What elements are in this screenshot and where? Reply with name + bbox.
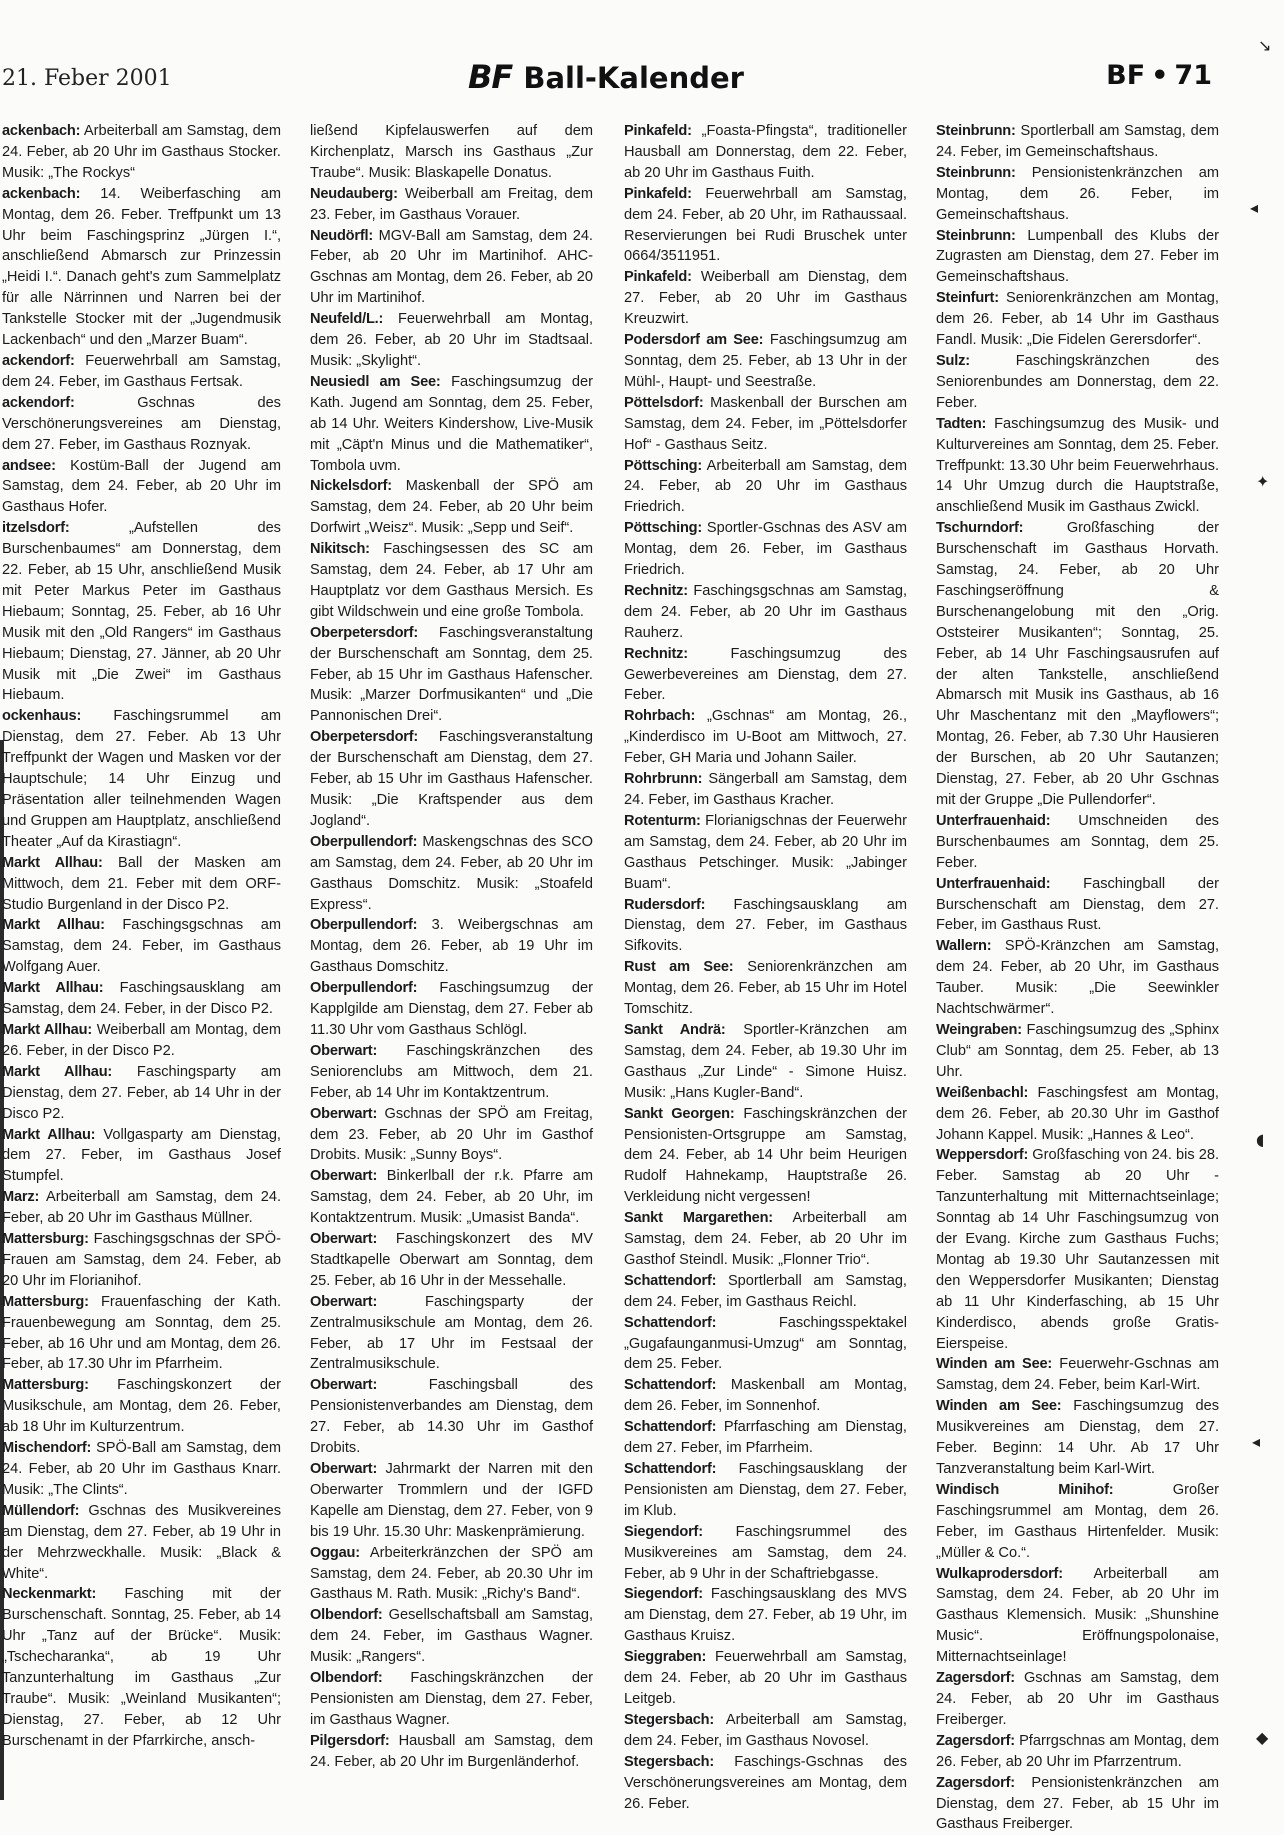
margin-mark: ◂ xyxy=(1250,198,1259,217)
event-description: Faschingsumzug des Musik- und Kulturvereines am Sonntag, dem 25. Feber. Treffpunkt: 13.30 Uhr beim Feuerwehrhaus. 14 Uhr Umzug durch die Hauptstraße, anschließend Musik im Gasthaus Zwickl. xyxy=(936,415,1219,516)
event-location: Stegersbach: xyxy=(624,1753,715,1770)
event-entry xyxy=(936,121,1219,163)
event-location: Oberpullendorf: xyxy=(310,980,418,997)
event-description: Gschnas der SPÖ am Freitag, dem 23. Feber, ab 20 Uhr im Gasthof Drobits. Musik: „Sunny Boys“. xyxy=(310,1105,593,1164)
event-location: Nickelsdorf: xyxy=(310,478,392,495)
event-entry xyxy=(2,351,281,393)
event-location: Sulz: xyxy=(936,352,970,369)
event-description: Gschnas am Samstag, dem 24. Feber, ab 20 Uhr im Gasthaus Freiberger. xyxy=(936,1670,1219,1728)
event-location: Mattersburg: xyxy=(2,1231,89,1248)
page-dot: • xyxy=(1151,60,1169,91)
event-entry xyxy=(936,226,1219,289)
event-entry xyxy=(310,1668,593,1731)
margin-mark: ◖ xyxy=(1256,1130,1265,1149)
event-description: Großfasching der Burschenschaft im Gasthaus Horvath. Samstag, 24. Feber, ab 20 Uhr Faschingseröffnung & Burschenangelobung mit den „Orig. Oststeirer Musikanten“; Sonntag, 25. Feber, ab 14 Uhr Faschingsausrufen auf der alten Tankstelle, anschließend Abmarsch mit Musik ins Gasthaus, ab 16 Uhr Maschentanz mit den „Mayflowers“; Montag, 26. Feber, ab 7.30 Uhr Hausieren der Burschen, ab 20 Uhr Sautanzen; Dienstag, 27. Feber, ab 20 Uhr Gschnas mit der Gruppe „Die Pullendorfer“. xyxy=(936,520,1219,808)
margin-mark: ◆ xyxy=(1256,1728,1269,1747)
event-location: Oberwart: xyxy=(310,1377,378,1394)
event-entry xyxy=(936,811,1219,874)
event-location: Siegendorf: xyxy=(624,1523,703,1540)
event-entry xyxy=(936,1480,1219,1564)
event-description: Feuerwehrball am Montag, dem 26. Feber, ab 20 Uhr im Stadtsaal. Musik: „Skylight“. xyxy=(310,311,593,369)
event-description: Pensionistenkränzchen am Dienstag, dem 27. Feber, ab 15 Uhr im Gasthaus Freiberger. xyxy=(936,1774,1219,1833)
event-description: Faschingsumzug des Gewerbevereines am Dienstag, dem 27. Feber. xyxy=(624,645,907,704)
event-description: Sportler-Gschnas des ASV am Montag, dem 26. Feber, im Gasthaus Friedrich. xyxy=(624,520,907,579)
event-location: ockenhaus: xyxy=(2,708,82,725)
margin-mark: ◂ xyxy=(1252,1432,1261,1451)
event-location: Rohrbrunn: xyxy=(624,771,703,788)
event-location: Oberwart: xyxy=(310,1042,378,1059)
event-description: Florianigschnas der Feuerwehr am Samstag, dem 24. Feber, ab 20 Uhr im Gasthaus Petschinger. Musik: „Jabinger Buam“. xyxy=(624,812,907,892)
event-location: Markt Allhau: xyxy=(2,854,103,871)
event-entry xyxy=(936,288,1219,351)
event-location: Nikitsch: xyxy=(310,541,370,558)
event-location: Oggau: xyxy=(310,1544,360,1561)
event-entry xyxy=(936,1396,1219,1480)
event-location: Olbendorf: xyxy=(310,1607,383,1624)
event-location: Tschurndorf: xyxy=(936,520,1024,537)
event-location: Pöttsching: xyxy=(624,457,703,474)
event-entry xyxy=(2,1292,281,1376)
event-location: andsee: xyxy=(2,457,56,474)
event-entry xyxy=(624,1417,907,1459)
event-entry xyxy=(936,936,1219,1020)
event-entry xyxy=(2,1125,281,1188)
event-entry xyxy=(2,1584,281,1751)
event-location: Siegendorf: xyxy=(624,1586,703,1603)
event-description: 14. Weiberfasching am Montag, dem 26. Feber. Treffpunkt um 13 Uhr beim Faschingsprinz „Jürgen I.“, anschließend Abmarsch zur Prinzessin „Heidi I.“. Danach geht's zum Sammelplatz für alle Närrinnen und Narren bei der Tankstelle Stocker mit der „Jugendmusik Lackenbach“ und den „Marzer Buam“. xyxy=(2,185,281,349)
section-title xyxy=(468,58,744,96)
event-entry xyxy=(2,978,281,1020)
page-logo: BF xyxy=(1106,60,1146,91)
event-entry xyxy=(936,1564,1219,1669)
event-entry xyxy=(2,1020,281,1062)
event-location: Winden am See: xyxy=(936,1398,1062,1415)
event-entry xyxy=(624,581,907,644)
event-entry xyxy=(310,1166,593,1229)
event-location: Sankt Georgen: xyxy=(624,1105,735,1122)
event-location: Neudörfl: xyxy=(310,227,374,244)
event-entry xyxy=(936,1145,1219,1354)
event-description: Faschingskränzchen der Pensionisten-Ortsgruppe am Samstag, dem 24. Feber, ab 14 Uhr beim Heurigen Rudolf Hahnekamp, Hauptstraße 26. Verkleidung nicht vergessen! xyxy=(624,1105,907,1206)
event-description: 3. Weibergschnas am Montag, dem 26. Feber, ab 19 Uhr im Gasthaus Domschitz. xyxy=(310,917,593,976)
event-description: Sportlerball am Samstag, dem 24. Feber, im Gasthaus Reichl. xyxy=(624,1272,907,1310)
event-location: Rotenturm: xyxy=(624,812,701,829)
event-entry xyxy=(936,163,1219,226)
event-entry xyxy=(624,1752,907,1815)
event-location: itzelsdorf: xyxy=(2,520,70,537)
event-entry xyxy=(2,184,281,351)
event-location: Unterfrauenhaid: xyxy=(936,875,1051,892)
event-entry xyxy=(2,915,281,978)
event-entry xyxy=(624,769,907,811)
event-entry xyxy=(2,1501,281,1585)
event-entry xyxy=(936,518,1219,811)
event-location: Pilgersdorf: xyxy=(310,1732,390,1749)
event-description: Frauenfasching der Kath. Frauenbewegung am Sonntag, dem 25. Feber, ab 16 Uhr und am Montag, dem 26. Feber, ab 17.30 Uhr im Pfarrheim. xyxy=(2,1293,282,1373)
event-location: Pöttelsdorf: xyxy=(624,394,704,411)
event-entry xyxy=(310,1375,593,1459)
event-description: Faschingsausklang des MVS am Dienstag, dem 27. Feber, ab 19 Uhr, im Gasthaus Kruisz. xyxy=(624,1586,907,1645)
event-entry xyxy=(624,121,907,184)
event-entry xyxy=(2,393,281,456)
column-4 xyxy=(936,121,1219,1835)
event-entry xyxy=(624,1208,907,1271)
event-entry xyxy=(2,456,281,519)
event-description: Feuerwehrball am Samstag, dem 24. Feber, ab 20 Uhr im Gasthaus Leitgeb. xyxy=(624,1649,907,1707)
event-description: Faschingsveranstaltung der Burschenschaft am Dienstag, dem 27. Feber, ab 15 Uhr im Gasthaus Hafenscher. Musik: „Die Kraftspender aus dem Jogland“. xyxy=(310,729,593,829)
event-description: Faschingsausklang am Samstag, dem 24. Feber, in der Disco P2. xyxy=(2,980,281,1018)
event-description: Faschingskränzchen des Seniorenbundes am Donnerstag, dem 22. Feber. xyxy=(936,352,1219,411)
event-entry xyxy=(624,957,907,1020)
event-location: Olbendorf: xyxy=(310,1670,383,1687)
event-description: Faschingsgschnas am Samstag, dem 24. Feber, im Gasthaus Wolfgang Auer. xyxy=(2,917,282,976)
event-entry xyxy=(310,1229,593,1292)
event-entry xyxy=(624,1647,907,1710)
event-description: Faschingsessen des SC am Samstag, dem 24. Feber, ab 17 Uhr am Hauptplatz vor dem Gasthaus Mersich. Es gibt Wildschwein und eine große Tombola. xyxy=(310,541,593,620)
event-entry xyxy=(624,1522,907,1585)
event-description: Faschingsball des Pensionistenverbandes am Dienstag, dem 27. Feber, ab 14.30 Uhr im Gasthof Drobits. xyxy=(310,1377,593,1457)
event-description: Lumpenball des Klubs der Zugrasten am Dienstag, dem 27. Feber im Gemeinschaftshaus. xyxy=(936,227,1219,286)
event-entry xyxy=(624,1104,907,1209)
event-entry xyxy=(624,1375,907,1417)
event-entry xyxy=(936,351,1219,414)
event-description: Großfasching von 24. bis 28. Feber. Samstag ab 20 Uhr - Tanzunterhaltung mit Mitternachtseinlage; Sonntag ab 14 Uhr Faschingsumzug von der Evang. Kirche zum Gasthaus Fuchs; Montag ab 19.30 Uhr Sautanzessen mit den Weppersdorfer Musikanten; Dienstag ab 11 Uhr Kinderfasching, ab 15 Uhr Kinderdisco, abends große Gratis-Eierspeise. xyxy=(936,1147,1219,1352)
event-location: Weppersdorf: xyxy=(936,1147,1029,1164)
event-entry xyxy=(936,414,1219,519)
margin-mark: ↘ xyxy=(1258,36,1272,55)
event-entry xyxy=(310,727,593,832)
event-location: Rohrbach: xyxy=(624,708,696,725)
event-description: Faschingsumzug der Kapplgilde am Dienstag, dem 27. Feber ab 11.30 Uhr vom Gasthaus Schlögl. xyxy=(310,980,593,1038)
event-location: Sankt Andrä: xyxy=(624,1021,726,1038)
event-description: SPÖ-Kränzchen am Samstag, dem 24. Feber, ab 20 Uhr, im Gasthaus Tauber. Musik: „Die Seewinkler Nachtschwärmer“. xyxy=(936,938,1219,1018)
event-description: Feuerwehr-Gschnas am Samstag, dem 24. Feber, beim Karl-Wirt. xyxy=(936,1356,1219,1394)
event-entry xyxy=(310,1605,593,1668)
event-entry xyxy=(624,518,907,581)
event-location: Oberwart: xyxy=(310,1461,378,1477)
event-entry xyxy=(624,393,907,456)
event-description: Weiberball am Freitag, dem 23. Feber, im Gasthaus Vorauer. xyxy=(310,185,593,223)
event-description: Weiberball am Dienstag, dem 27. Feber, ab 20 Uhr im Gasthaus Kreuzwirt. xyxy=(624,269,907,328)
event-description: Gschnas des Verschönerungsvereines am Dienstag, dem 27. Feber, im Gasthaus Roznyak. xyxy=(2,394,281,453)
event-location: Mattersburg: xyxy=(2,1293,89,1310)
event-entry xyxy=(936,1354,1219,1396)
event-location: Markt Allhau: xyxy=(2,980,104,997)
event-location: Pinkafeld: xyxy=(624,123,692,139)
event-location: Winden am See: xyxy=(936,1356,1053,1373)
event-location: Weißenbachl: xyxy=(936,1084,1029,1101)
event-entry xyxy=(310,309,593,372)
event-location: Oberpetersdorf: xyxy=(310,624,419,641)
event-description: Feuerwehrball am Samstag, dem 24. Feber, im Gasthaus Fertsak. xyxy=(2,352,281,390)
event-description: Faschingsumzug am Sonntag, dem 25. Feber, ab 13 Uhr in der Mühl-, Haupt- und Seestraße. xyxy=(624,332,907,390)
event-entry xyxy=(2,121,281,184)
event-description: „Foasta-Pfingsta“, traditioneller Hausball am Donnerstag, dem 22. Feber, ab 20 Uhr im Gasthaus Fuith. xyxy=(624,123,907,181)
event-location: Schattendorf: xyxy=(624,1314,717,1331)
event-description: Gesellschaftsball am Samstag, dem 24. Feber, im Gasthaus Wagner. Musik: „Rangers“. xyxy=(310,1607,593,1666)
event-description: Faschingsausklang am Dienstag, dem 27. Feber, im Gasthaus Sifkovits. xyxy=(624,896,907,955)
event-description: Faschingsumzug der Kath. Jugend am Sonntag, dem 25. Feber, ab 14 Uhr. Weiters Kindershow, Live-Musik mit „Cäpt'n Minus und die Mathematiker“, Tombola uvm. xyxy=(310,373,593,474)
event-location: Pöttsching: xyxy=(624,520,703,537)
event-description: Seniorenkränzchen am Montag, dem 26. Feber, ab 14 Uhr im Gasthaus Fandl. Musik: „Die Fidelen Gerersdorfer“. xyxy=(936,290,1219,349)
event-description: Maskengschnas des SCO am Samstag, dem 24. Feber, ab 20 Uhr im Gasthaus Domschitz. Musik: „Stoafeld Express“. xyxy=(310,833,593,913)
event-location: Steinfurt: xyxy=(936,290,999,307)
event-description: Arbeiterkränzchen der SPÖ am Samstag, dem 24. Feber, ab 20.30 Uhr im Gasthaus M. Rath. Musik: „Richy's Band“. xyxy=(310,1544,594,1603)
event-entry xyxy=(936,1731,1219,1773)
page-number-block xyxy=(1106,60,1212,91)
event-entry xyxy=(310,1543,593,1606)
event-entry xyxy=(310,1041,593,1104)
event-entry xyxy=(624,895,907,958)
event-description: Maskenball am Montag, dem 26. Feber, im Sonnenhof. xyxy=(624,1377,907,1415)
event-location: ackendorf: xyxy=(2,352,75,369)
event-entry xyxy=(624,330,907,393)
event-description: Faschingsgschnas am Samstag, dem 24. Feber, ab 20 Uhr im Gasthaus Rauherz. xyxy=(624,582,907,641)
event-location: Marz: xyxy=(2,1189,40,1206)
event-entry xyxy=(2,853,281,916)
event-entry xyxy=(624,706,907,769)
column-1 xyxy=(2,121,281,1752)
event-location: Schattendorf: xyxy=(624,1377,717,1394)
event-entry xyxy=(2,1375,281,1438)
event-entry xyxy=(310,476,593,539)
event-entry xyxy=(936,874,1219,937)
event-description: Faschingskonzert der Musikschule, am Montag, dem 26. Feber, ab 18 Uhr im Kulturzentrum. xyxy=(2,1377,281,1436)
event-description: Arbeiterball am Samstag, dem 24. Feber, ab 20 Uhr im Gasthaus Friedrich. xyxy=(624,457,908,516)
event-location: Tadten: xyxy=(936,415,987,432)
event-location: Mattersburg: xyxy=(2,1377,89,1394)
event-location: Zagersdorf: xyxy=(936,1774,1015,1791)
event-description: Feuerwehrball am Samstag, dem 24. Feber, ab 20 Uhr, im Rathaussaal. Reservierungen bei Rudi Bruschek unter 0664/3511951. xyxy=(624,185,907,265)
event-location: ackenbach: xyxy=(2,185,81,202)
event-location: Stegersbach: xyxy=(624,1711,715,1728)
event-description: Pensionistenkränzchen am Montag, dem 26. Feber, im Gemeinschaftshaus. xyxy=(936,164,1219,223)
event-description: Pfarrfasching am Dienstag, dem 27. Feber, im Pfarrheim. xyxy=(624,1419,907,1457)
event-entry xyxy=(624,456,907,519)
event-location: Rust am See: xyxy=(624,959,734,976)
event-description: Seniorenkränzchen am Montag, dem 26. Feber, ab 15 Uhr im Hotel Tomschitz. xyxy=(624,959,908,1018)
page-header xyxy=(0,58,1284,106)
event-entry xyxy=(624,644,907,707)
event-location: Steinbrunn: xyxy=(936,164,1016,181)
event-description: Faschingsumzug des „Sphinx Club“ am Sonntag, dem 25. Feber, ab 13 Uhr. xyxy=(936,1021,1220,1080)
event-description: Arbeiterball am Samstag, dem 24. Feber, ab 20 Uhr im Gasthaus Stocker. Musik: „The Rockys“ xyxy=(2,123,282,181)
event-description: Binkerlball der r.k. Pfarre am Samstag, dem 24. Feber, ab 20 Uhr, im Kontaktzentrum. Musik: „Umasist Banda“. xyxy=(310,1168,593,1227)
event-location: Wallern: xyxy=(936,938,992,955)
event-location: Weingraben: xyxy=(936,1021,1022,1038)
event-location: Markt Allhau: xyxy=(2,1021,92,1038)
event-description: Sportler-Kränzchen am Samstag, dem 24. Feber, ab 19.30 Uhr im Gasthaus „Zur Linde“ - Simone Huisz. Musik: „Hans Kugler-Band“. xyxy=(624,1021,907,1101)
event-entry xyxy=(936,1773,1219,1835)
event-location: Markt Allhau: xyxy=(2,1063,113,1080)
event-entry xyxy=(310,372,593,477)
event-location: Unterfrauenhaid: xyxy=(936,812,1051,829)
event-location: ackenbach: xyxy=(2,123,81,139)
event-description: Maskenball der SPÖ am Samstag, dem 24. Feber, ab 20 Uhr beim Dorfwirt „Weisz“. Musik: „Sepp und Seif“. xyxy=(310,478,593,537)
event-location: Markt Allhau: xyxy=(2,917,105,934)
event-entry xyxy=(936,1020,1219,1083)
event-entry xyxy=(936,1668,1219,1731)
event-location: Neudauberg: xyxy=(310,185,398,202)
event-location: Zagersdorf: xyxy=(936,1670,1015,1687)
event-entry xyxy=(624,1313,907,1376)
event-location: Sieggraben: xyxy=(624,1649,707,1666)
event-location: Zagersdorf: xyxy=(936,1732,1015,1749)
event-description: Faschingsparty der Zentralmusikschule am Montag, dem 26. Feber, ab 17 Uhr im Festsaal der Zentralmusikschule. xyxy=(310,1293,593,1373)
event-location: Neufeld/L.: xyxy=(310,311,384,328)
event-description: Ball der Masken am Mittwoch, dem 21. Feber mit dem ORF-Studio Burgenland in der Disco P2. xyxy=(2,854,281,913)
event-description: Faschings-Gschnas des Verschönerungsvereines am Montag, dem 26. Feber. xyxy=(624,1753,907,1812)
event-entry xyxy=(310,1292,593,1376)
event-description: Großer Faschingsrummel am Montag, dem 26. Feber, im Gasthaus Hirtenfelder. Musik: „Müller & Co.“. xyxy=(936,1481,1219,1561)
event-entry xyxy=(624,184,907,268)
event-entry xyxy=(310,121,593,184)
event-description: MGV-Ball am Samstag, dem 24. Feber, ab 20 Uhr im Martinihof. AHC-Gschnas am Montag, dem 26. Feber, ab 20 Uhr im Martinihof. xyxy=(310,227,593,307)
event-description: Faschingsgschnas der SPÖ-Frauen am Samstag, dem 24. Feber, ab 20 Uhr im Florianihof. xyxy=(2,1231,281,1289)
event-description: Faschingsveranstaltung der Burschenschaft am Sonntag, dem 25. Feber, ab 15 Uhr im Gasthaus Hafenscher. Musik: „Marzer Dorfmusikanten“ und „Die Pannonischen Drei“. xyxy=(310,624,593,725)
event-description: ließend Kipfelauswerfen auf dem Kirchenplatz, Marsch ins Gasthaus „Zur Traube“. Musik: Blaskapelle Donatus. xyxy=(310,123,593,181)
event-entry xyxy=(624,811,907,895)
event-entry xyxy=(310,539,593,623)
event-description: Pfarrgschnas am Montag, dem 26. Feber, ab 20 Uhr im Pfarrzentrum. xyxy=(936,1732,1219,1770)
event-description: Faschingskränzchen der Pensionisten am Dienstag, dem 27. Feber, im Gasthaus Wagner. xyxy=(310,1670,593,1728)
event-description: Arbeiterball am Samstag, dem 24. Feber, im Gasthaus Novosel. xyxy=(624,1711,907,1749)
event-location: Windisch Minihof: xyxy=(936,1481,1114,1498)
event-description: Arbeiterball am Samstag, dem 24. Feber, ab 20 Uhr im Gasthaus Klemensich. Musik: „Shunshine Music“. Eröffnungspolonaise, Mitternachtseinlage! xyxy=(936,1565,1219,1666)
event-location: Sankt Margarethen: xyxy=(624,1210,773,1227)
event-entry xyxy=(310,184,593,226)
column-2 xyxy=(310,121,593,1773)
page-number: 71 xyxy=(1174,60,1212,91)
event-description: Maskenball der Burschen am Samstag, dem 24. Feber, im „Pöttelsdorfer Hof“ - Gasthaus Seitz. xyxy=(624,394,907,453)
event-description: SPÖ-Ball am Samstag, dem 24. Feber, ab 20 Uhr im Gasthaus Knarr. Musik: „The Clints“. xyxy=(2,1440,281,1498)
event-entry xyxy=(310,978,593,1041)
event-location: Pinkafeld: xyxy=(624,185,692,202)
event-entry xyxy=(2,1187,281,1229)
event-entry xyxy=(310,623,593,728)
event-entry xyxy=(310,1104,593,1167)
event-location: Wulkaprodersdorf: xyxy=(936,1565,1063,1582)
event-entry xyxy=(624,1271,907,1313)
event-location: Oberpetersdorf: xyxy=(310,729,419,746)
event-description: „Gschnas“ am Montag, 26., „Kinderdisco im U-Boot am Mittwoch, 27. Feber, GH Maria und Johann Sailer. xyxy=(624,708,907,767)
event-location: Oberwart: xyxy=(310,1293,378,1310)
event-location: Müllendorf: xyxy=(2,1502,80,1519)
event-location: Oberpullendorf: xyxy=(310,833,418,850)
event-description: Arbeiterball am Samstag, dem 24. Feber, ab 20 Uhr im Gasthof Steindl. Musik: „Flonner Trio“. xyxy=(624,1210,908,1268)
event-location: Oberwart: xyxy=(310,1231,378,1248)
event-description: Faschingsumzug des Musikvereines am Dienstag, dem 27. Feber. Beginn: 14 Uhr. Ab 17 Uhr Tanzveranstaltung beim Karl-Wirt. xyxy=(936,1398,1219,1477)
event-description: Faschingball der Burschenschaft am Dienstag, dem 27. Feber, im Gasthaus Rust. xyxy=(936,875,1219,934)
event-location: Oberwart: xyxy=(310,1168,378,1185)
event-entry xyxy=(624,1584,907,1647)
event-location: ackendorf: xyxy=(2,394,75,411)
event-location: Oberpullendorf: xyxy=(310,917,418,934)
event-description: Sportlerball am Samstag, dem 24. Feber, im Gemeinschaftshaus. xyxy=(936,123,1219,160)
event-entry xyxy=(310,915,593,978)
section-title-text: Ball-Kalender xyxy=(523,61,744,95)
event-location: Schattendorf: xyxy=(624,1461,717,1477)
event-description: Weiberball am Montag, dem 26. Feber, in der Disco P2. xyxy=(2,1021,281,1059)
margin-mark: ✦ xyxy=(1256,472,1270,491)
event-description: Faschingsparty am Dienstag, dem 27. Feber, ab 14 Uhr in der Disco P2. xyxy=(2,1063,281,1122)
event-description: Hausball am Samstag, dem 24. Feber, ab 20 Uhr im Burgenländerhof. xyxy=(310,1732,593,1770)
event-entry xyxy=(310,832,593,916)
event-location: Markt Allhau: xyxy=(2,1126,96,1143)
event-description: „Aufstellen des Burschenbaumes“ am Donnerstag, dem 22. Feber, ab 15 Uhr, anschließend Musik mit Peter Markus Peter im Gasthaus Hiebaum; Sonntag, 25. Feber, ab 16 Uhr Musik mit den „Old Rangers“ im Gasthaus Hiebaum; Dienstag, 27. Jänner, ab 20 Uhr Musik mit „Die Zwei“ im Gasthaus Hiebaum. xyxy=(2,520,281,704)
event-entry xyxy=(624,1459,907,1522)
event-description: Faschingsrummel am Dienstag, dem 27. Feber. Ab 13 Uhr Treffpunkt der Wagen und Masken vor der Hauptschule; 14 Uhr Einzug und Präsentation aller teilnehmenden Wagen und Gruppen am Hauptplatz, anschließend Theater „Auf da Kirastiagn“. xyxy=(2,708,281,850)
event-description: Faschingsspektakel „Gugafaunganmusi-Umzug“ am Sonntag, dem 25. Feber. xyxy=(624,1314,907,1373)
event-entry xyxy=(624,1710,907,1752)
event-description: Jahrmarkt der Narren mit den Oberwarter Trommlern und der IGFD Kapelle am Dienstag, dem 27. Feber, von 9 bis 19 Uhr. 15.30 Uhr: Maskenprämierung. xyxy=(310,1461,593,1540)
event-entry xyxy=(2,1062,281,1125)
event-location: Rudersdorf: xyxy=(624,896,706,913)
event-description: Faschingskränzchen des Seniorenclubs am Mittwoch, dem 21. Feber, ab 14 Uhr im Kontaktzentrum. xyxy=(310,1042,593,1101)
event-location: Rechnitz: xyxy=(624,645,688,662)
event-description: Faschingsausklang der Pensionisten am Dienstag, dem 27. Feber, im Klub. xyxy=(624,1461,907,1519)
magazine-logo: BF xyxy=(468,58,513,96)
event-description: Vollgasparty am Dienstag, dem 27. Feber, im Gasthaus Josef Stumpfel. xyxy=(2,1126,281,1185)
event-description: Faschingskonzert des MV Stadtkapelle Oberwart am Sonntag, dem 25. Feber, ab 16 Uhr in der Messehalle. xyxy=(310,1231,593,1289)
event-description: Gschnas des Musikvereines am Dienstag, dem 27. Feber, ab 19 Uhr in der Mehrzweckhalle. Musik: „Black & White“. xyxy=(2,1502,281,1582)
event-location: Neusiedl am See: xyxy=(310,373,441,390)
event-entry xyxy=(2,1229,281,1292)
event-location: Oberwart: xyxy=(310,1105,378,1122)
event-location: Rechnitz: xyxy=(624,582,688,599)
event-entry xyxy=(936,1083,1219,1146)
event-entry xyxy=(624,1020,907,1104)
event-description: Arbeiterball am Samstag, dem 24. Feber, ab 20 Uhr im Gasthaus Müllner. xyxy=(2,1189,281,1227)
event-location: Pinkafeld: xyxy=(624,269,692,286)
event-location: Steinbrunn: xyxy=(936,227,1016,244)
event-location: Mischendorf: xyxy=(2,1440,92,1457)
event-location: Schattendorf: xyxy=(624,1272,717,1289)
event-location: Neckenmarkt: xyxy=(2,1586,97,1603)
event-location: Podersdorf am See: xyxy=(624,332,764,349)
issue-date: 21. Feber 2001 xyxy=(2,66,172,91)
event-entry xyxy=(310,1731,593,1773)
event-entry xyxy=(2,706,281,852)
event-entry xyxy=(624,267,907,330)
event-description: Faschingsrummel des Musikvereines am Samstag, dem 24. Feber, ab 9 Uhr in der Schaftriebgasse. xyxy=(624,1523,907,1582)
event-description: Umschneiden des Burschenbaumes am Sonntag, dem 25. Feber. xyxy=(936,812,1219,871)
event-entry xyxy=(310,1459,593,1543)
event-entry xyxy=(2,1438,281,1501)
event-description: Fasching mit der Burschenschaft. Sonntag, 25. Feber, ab 14 Uhr „Tanz auf der Brücke“. Musik: „Tschecharanka“, ab 19 Uhr Tanzunterhaltung im Gasthaus „Zur Traube“. Musik: „Weinland Musikanten“; Dienstag, 27. Feber, ab 12 Uhr Burschenamt in der Pfarrkirche, ansch- xyxy=(2,1586,282,1749)
event-entry xyxy=(2,518,281,706)
event-description: Kostüm-Ball der Jugend am Samstag, dem 24. Feber, ab 20 Uhr im Gasthaus Hofer. xyxy=(2,457,281,516)
column-3 xyxy=(624,121,907,1814)
event-description: Faschingsfest am Montag, dem 26. Feber, ab 20.30 Uhr im Gasthof Johann Kappel. Musik: „Hannes & Leo“. xyxy=(936,1084,1219,1143)
event-location: Schattendorf: xyxy=(624,1419,717,1436)
event-description: Sängerball am Samstag, dem 24. Feber, im Gasthaus Kracher. xyxy=(624,771,907,808)
event-entry xyxy=(310,226,593,310)
event-location: Steinbrunn: xyxy=(936,123,1016,139)
